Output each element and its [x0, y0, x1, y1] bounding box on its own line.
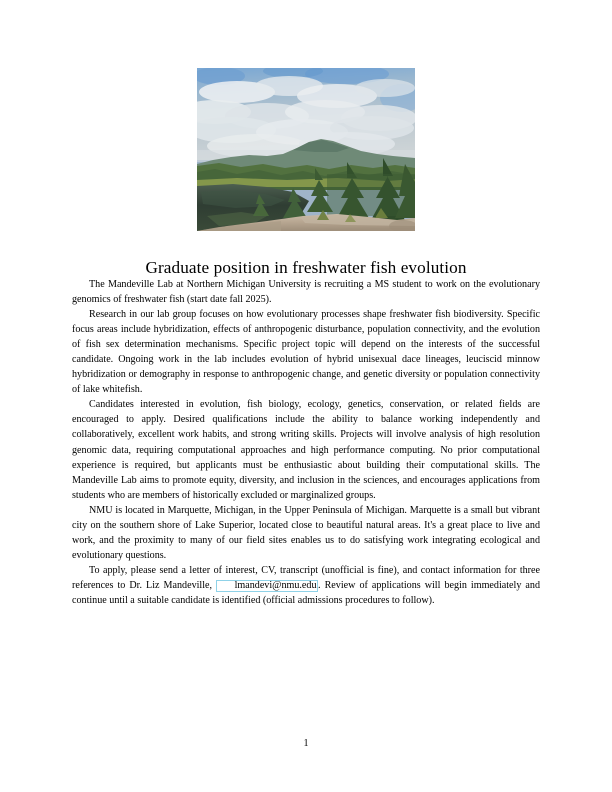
apply-text-before-link: To apply, please send a letter of interest, CV, transcript (unofficial is fine), and contact information for three references to Dr. Liz Mandeville,: [72, 564, 540, 591]
paragraph-apply: [72, 563, 540, 608]
page-number: 1: [303, 738, 309, 749]
email-link[interactable]: lmandevi@nmu.edu: [216, 580, 318, 592]
landscape-photo: [197, 68, 415, 231]
paragraph-candidates: Candidates interested in evolution, fish biology, ecology, genetics, conservation, or related fields are encouraged to apply. Desired qualifications include the ability to balance working independently and collaboratively, excellent work habits, and strong writing skills. Projects will involve analysis of high resolution genomic data, requiring computational approaches and high performance computing. No prior computational experience is required, but applicants must be enthusiastic about building their computational skills. The Mandeville Lab aims to promote equity, diversity, and inclusion in the sciences, and encourages applications from students who are members of historically excluded or marginalized groups.: [72, 399, 540, 501]
paragraph-intro: The Mandeville Lab at Northern Michigan University is recruiting a MS student to work on the evolutionary genomics of freshwater fish (start date fall 2025).: [72, 279, 540, 306]
apply-text-after-link: . Review of applications will begin immediately and continue until a suitable candidate is identified (official admissions procedures to follow).: [72, 579, 540, 606]
paragraph-research: Research in our lab group focuses on how evolutionary processes shape freshwater fish biodiversity. Specific focus areas include hybridization, effects of anthropogenic disturbance, population connectivity, and the evolution of fish sex determination mechanisms. Specific project topic will depend on the interests of the successful candidate. Ongoing work in the lab includes evolution of hybrid unisexual dace lineages, leuciscid minnow hybridization or demography in response to anthropogenic change, and genetic diversity or population connectivity of lake whitefish.: [72, 309, 540, 396]
paragraph-location: NMU is located in Marquette, Michigan, in the Upper Peninsula of Michigan. Marquette is a small but vibrant city on the southern shore of Lake Superior, located close to beautiful natural areas. It's a great place to live and work, and the proximity to many of our field sites enables us to do satisfying work integrating ecological and evolutionary questions.: [72, 504, 540, 561]
page-title: Graduate position in freshwater fish evolution: [145, 257, 467, 277]
figure-block: [0, 68, 612, 236]
document-body: [72, 277, 540, 608]
